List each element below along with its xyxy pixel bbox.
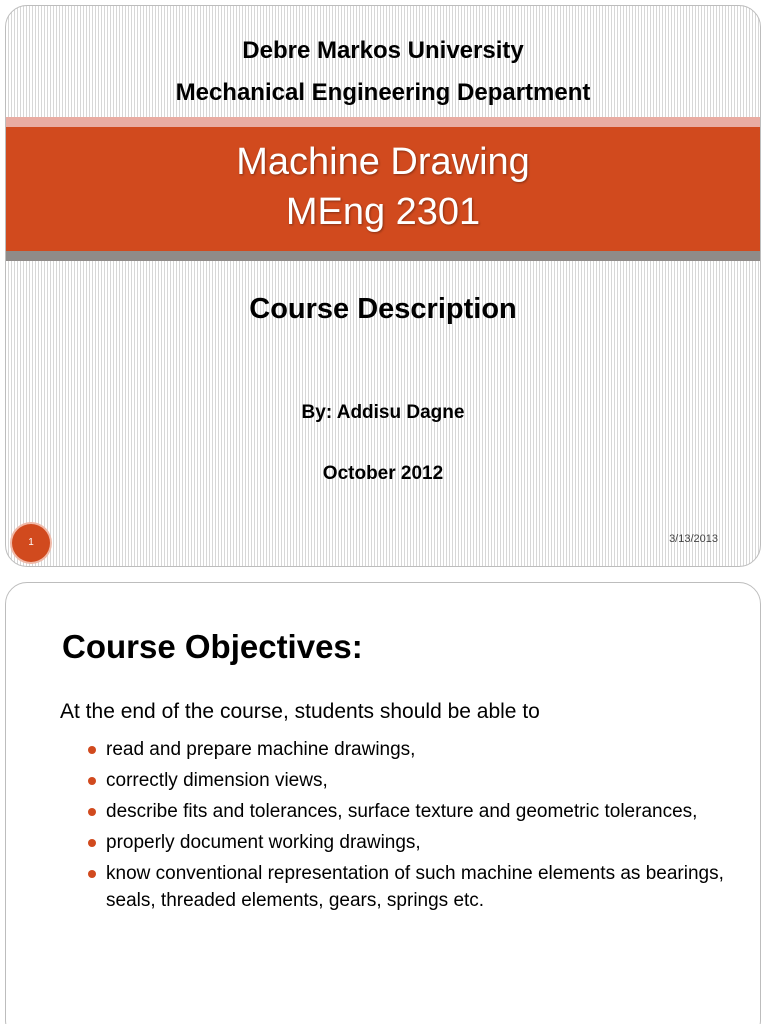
course-title: Machine Drawing <box>236 141 530 183</box>
slide-footer-date: 3/13/2013 <box>669 533 718 545</box>
objective-text: properly document working drawings, <box>106 832 421 853</box>
objectives-title: Course Objectives: <box>62 628 363 665</box>
course-code: MEng 2301 <box>285 191 481 233</box>
objective-text: read and prepare machine drawings, <box>106 739 416 760</box>
list-item <box>86 860 726 914</box>
list-item <box>86 829 726 856</box>
objective-text: correctly dimension views, <box>106 770 328 791</box>
university-name: Debre Markos University <box>242 37 524 64</box>
bullet-icon <box>88 839 96 847</box>
objective-text: describe fits and tolerances, surface texture and geometric tolerances, <box>106 801 698 822</box>
title-slide <box>5 5 761 567</box>
institution-header <box>6 30 760 114</box>
list-item <box>86 798 726 825</box>
objectives-list <box>86 736 726 918</box>
bullet-icon <box>88 870 96 878</box>
bullet-icon <box>88 746 96 754</box>
title-band <box>6 127 760 251</box>
slide-subtitle: Course Description <box>249 293 517 325</box>
bullet-icon <box>88 808 96 816</box>
objectives-slide <box>5 582 761 1024</box>
list-item <box>86 767 726 794</box>
title-band-bottom-stripe <box>6 251 760 261</box>
objective-text: know conventional representation of such machine elements as bearings, seals, threaded elements, gears, springs etc. <box>106 863 724 911</box>
title-band-top-stripe <box>6 117 760 127</box>
list-item <box>86 736 726 763</box>
department-name: Mechanical Engineering Department <box>175 79 591 106</box>
slide-number-badge: 1 <box>12 524 50 562</box>
author-line: By: Addisu Dagne <box>301 402 465 423</box>
objectives-intro: At the end of the course, students should be able to <box>60 700 540 723</box>
presentation-date: October 2012 <box>322 463 444 484</box>
bullet-icon <box>88 777 96 785</box>
